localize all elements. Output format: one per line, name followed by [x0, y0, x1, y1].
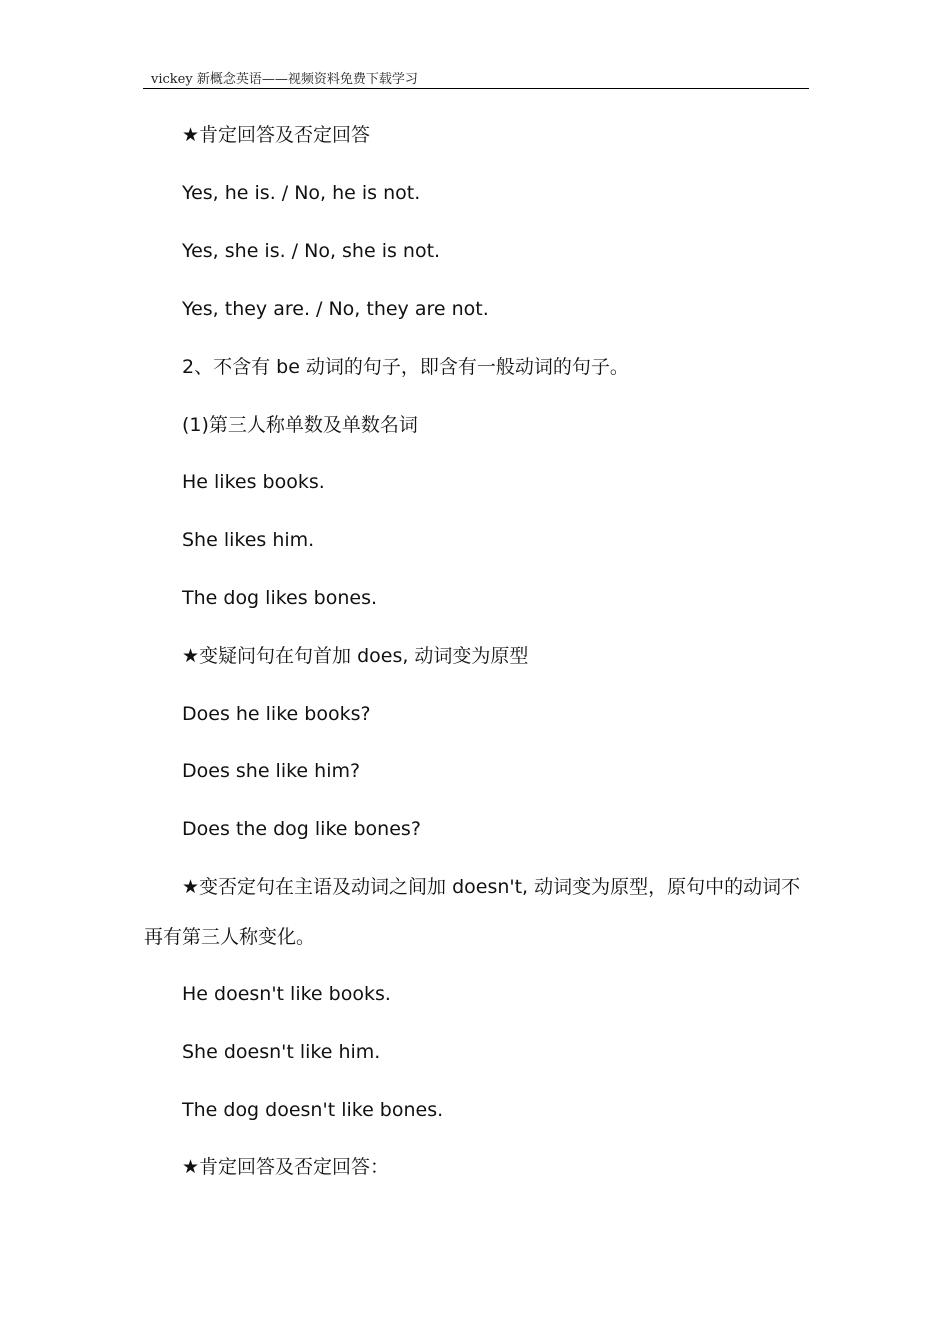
text-line: (1)第三人称单数及单数名词: [182, 414, 418, 436]
text-line: He doesn't like books.: [182, 983, 391, 1005]
text-line: Does the dog like bones?: [182, 818, 421, 840]
text-line: Does he like books?: [182, 703, 371, 725]
text-line: ★肯定回答及否定回答：: [182, 1156, 390, 1178]
text-line: ★变疑问句在句首加 does, 动词变为原型: [182, 645, 529, 667]
text-line: He likes books.: [182, 471, 325, 493]
text-line: ★肯定回答及否定回答: [182, 124, 371, 146]
text-line: She likes him.: [182, 529, 315, 551]
text-line: Yes, she is. / No, she is not.: [182, 240, 441, 262]
text-line: ★变否定句在主语及动词之间加 doesn't, 动词变为原型，原句中的动词不: [182, 876, 801, 898]
text-line: The dog doesn't like bones.: [182, 1099, 444, 1121]
text-line: The dog likes bones.: [182, 587, 378, 609]
text-line: Yes, he is. / No, he is not.: [182, 182, 421, 204]
text-line: She doesn't like him.: [182, 1041, 381, 1063]
text-line: Yes, they are. / No, they are not.: [182, 298, 489, 320]
page-header: vickey 新概念英语——视频资料免费下载学习: [143, 70, 809, 89]
text-line: 再有第三人称变化。: [144, 926, 316, 948]
text-line: Does she like him?: [182, 760, 361, 782]
text-line: 2、不含有 be 动词的句子，即含有一般动词的句子。: [182, 356, 629, 378]
